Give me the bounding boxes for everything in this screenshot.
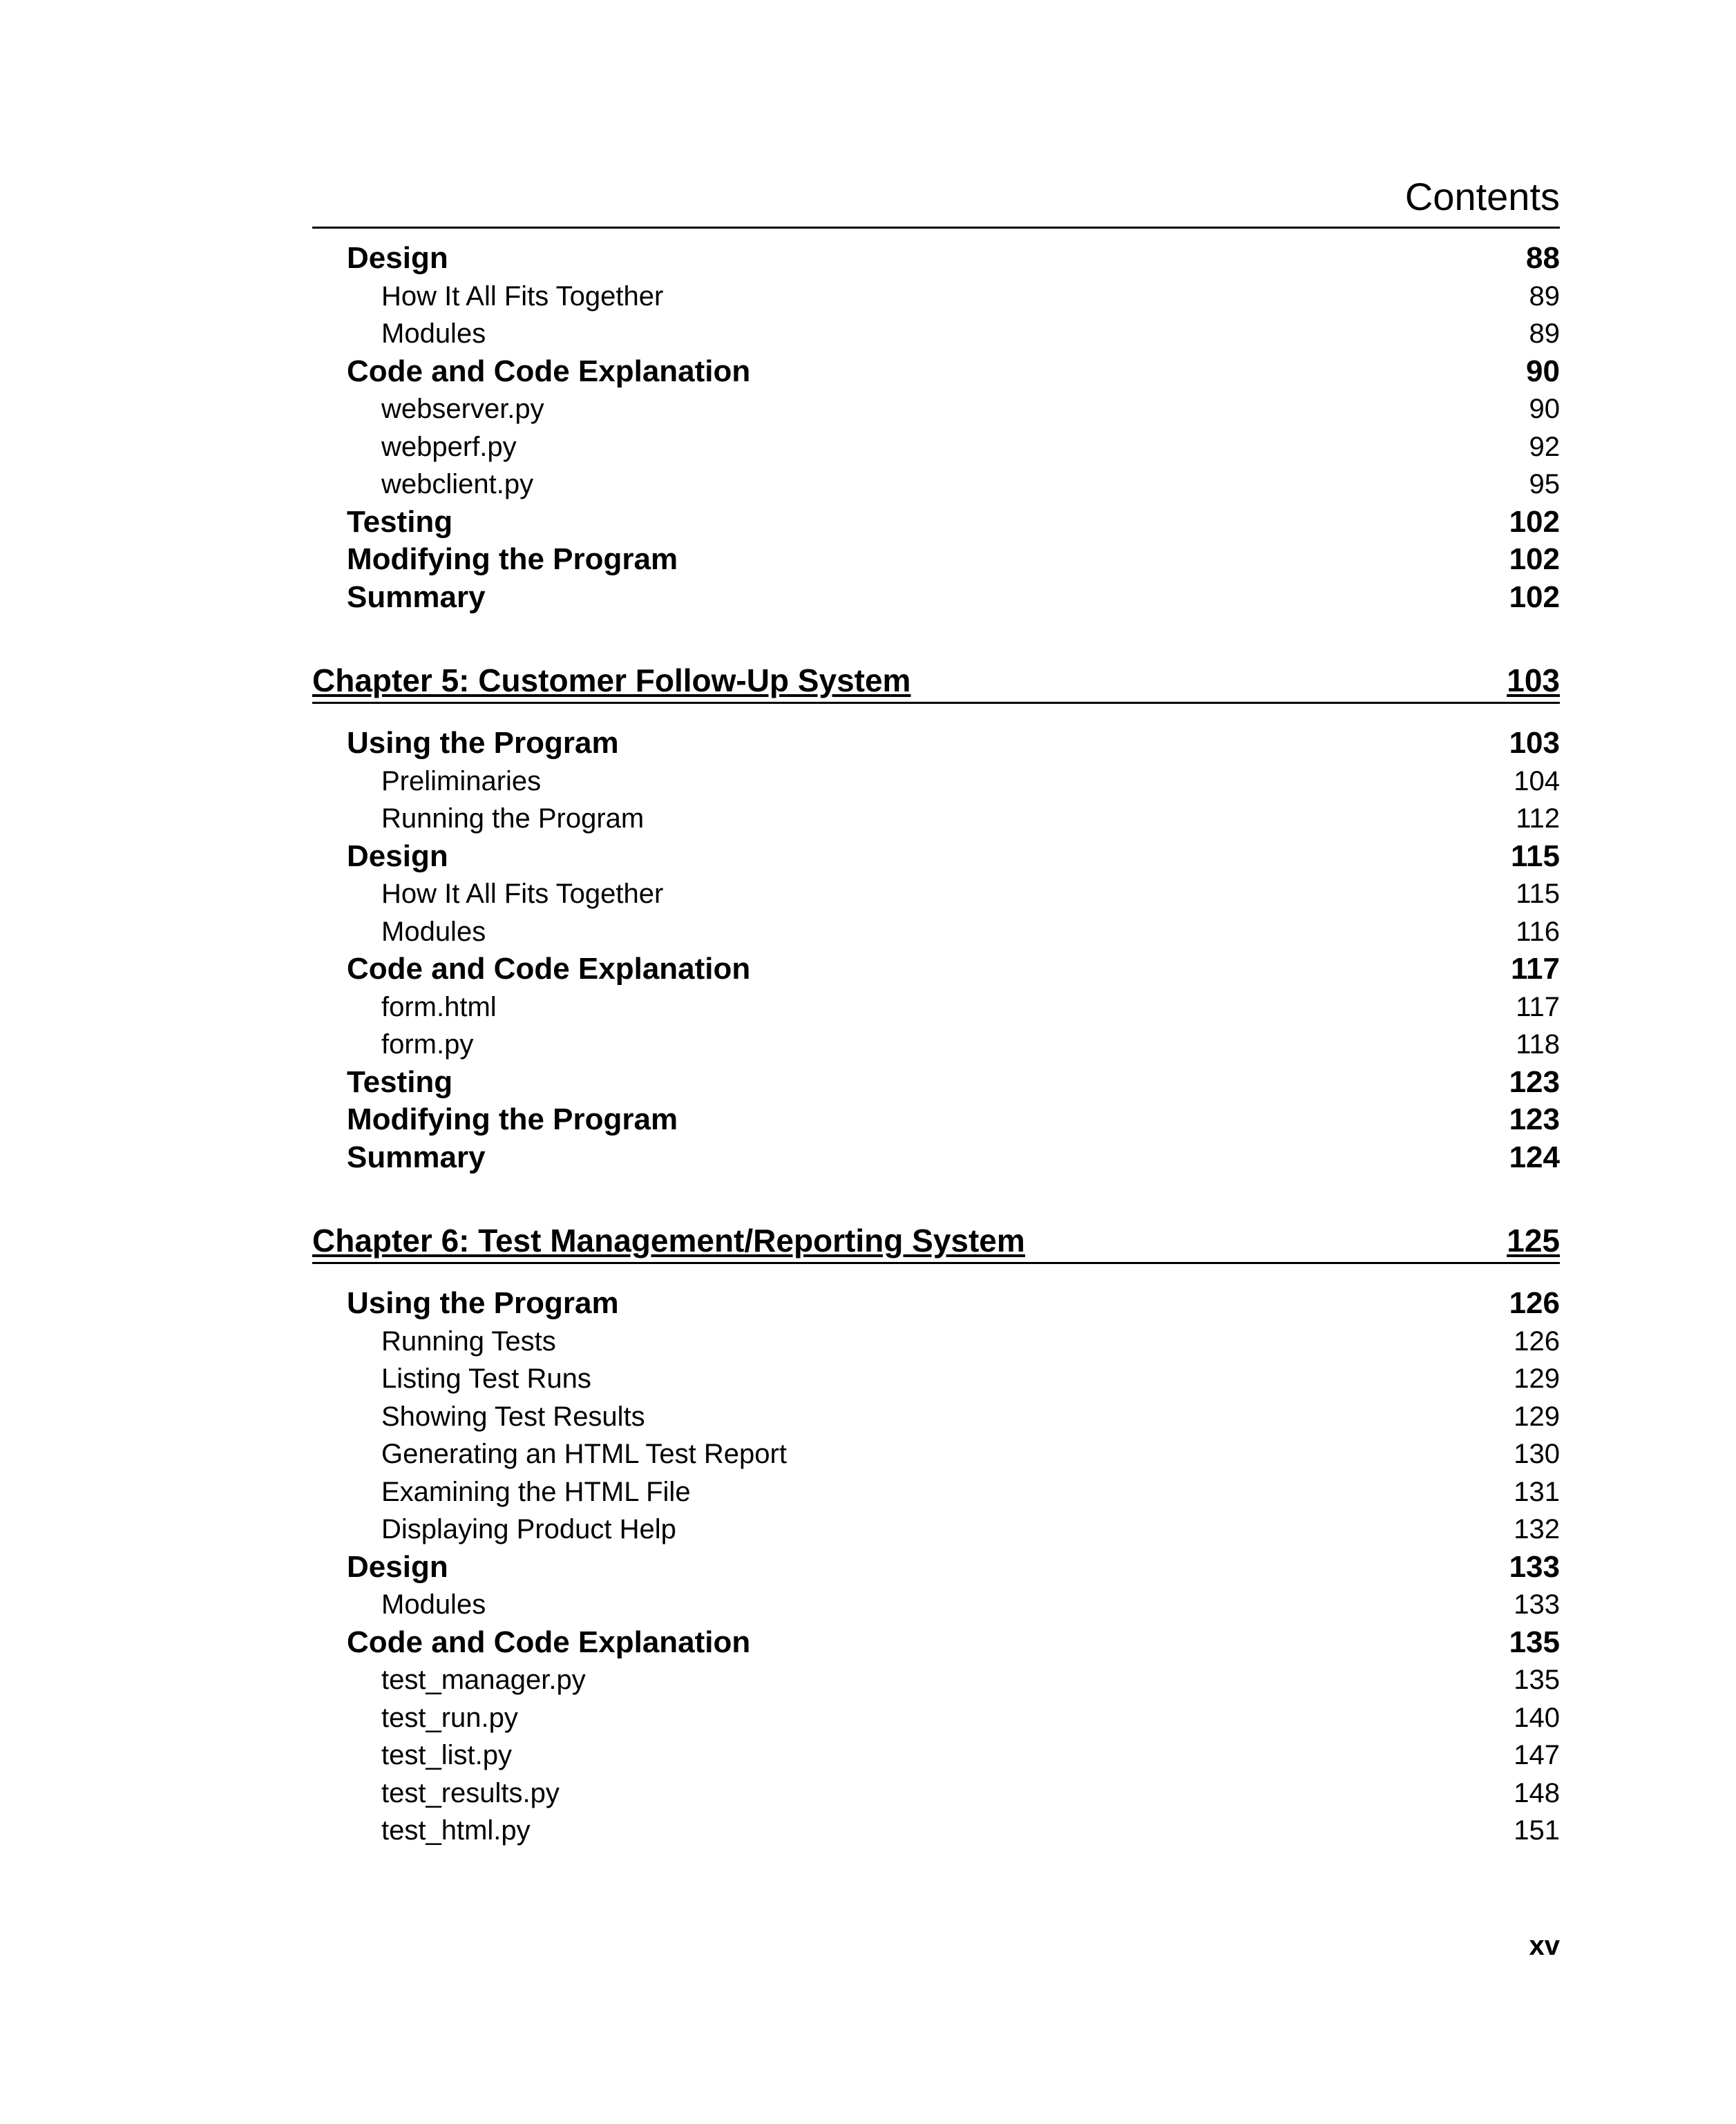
running-head: Contents <box>312 173 1560 229</box>
toc-entry-page-number: 102 <box>1509 504 1560 539</box>
toc-subsection-entry <box>312 466 1560 504</box>
toc-entry-title: Showing Test Results <box>381 1401 645 1432</box>
toc-entry-title: Chapter 6: Test Management/Reporting System <box>312 1223 1025 1259</box>
toc-entry-page-number: 103 <box>1507 662 1560 698</box>
toc-entry-title: Design <box>347 241 448 275</box>
toc-entry-page-number: 135 <box>1509 1625 1560 1659</box>
toc-entry-page-number: 103 <box>1509 726 1560 760</box>
toc-entry-page-number: 124 <box>1509 1140 1560 1174</box>
toc-entry-title: test_list.py <box>381 1740 512 1770</box>
toc-subsection-entry <box>312 1774 1560 1812</box>
toc-section-entry <box>312 504 1560 542</box>
toc-entry-title: Using the Program <box>347 1286 619 1320</box>
toc-entry-title: Using the Program <box>347 726 619 760</box>
toc-entry-title: Code and Code Explanation <box>347 1625 751 1659</box>
toc-entry-page-number: 102 <box>1509 580 1560 614</box>
toc-entry-title: Design <box>347 1549 448 1584</box>
toc-entry-title: Testing <box>347 504 453 539</box>
toc-subsection-entry <box>312 1026 1560 1064</box>
toc-subsection-entry <box>312 1699 1560 1737</box>
toc-chapter-entry <box>312 1219 1560 1264</box>
toc-entry-page-number: 117 <box>1511 952 1560 986</box>
toc-entry-title: Testing <box>347 1064 453 1099</box>
toc-entry-page-number: 131 <box>1514 1476 1560 1507</box>
toc-section-entry <box>312 1549 1560 1587</box>
toc-entry-page-number: 130 <box>1514 1439 1560 1469</box>
toc-entry-title: Summary <box>347 580 486 614</box>
toc-subsection-entry <box>312 1812 1560 1850</box>
toc-entry-title: Listing Test Runs <box>381 1364 591 1394</box>
toc-entry-page-number: 133 <box>1514 1589 1560 1620</box>
toc-entry-page-number: 95 <box>1529 469 1560 499</box>
toc-section-entry <box>312 725 1560 763</box>
toc-entry-title: Code and Code Explanation <box>347 354 751 388</box>
toc-subsection-entry <box>312 1435 1560 1473</box>
toc-section-entry <box>312 950 1560 988</box>
toc-section-entry <box>312 838 1560 876</box>
toc-section-entry <box>312 1064 1560 1102</box>
toc-subsection-entry <box>312 913 1560 951</box>
toc-page <box>312 173 1560 1961</box>
toc-entry-title: Chapter 5: Customer Follow-Up System <box>312 662 911 698</box>
toc-entry-page-number: 116 <box>1516 916 1560 947</box>
toc-entry-page-number: 126 <box>1509 1286 1560 1320</box>
toc-subsection-entry <box>312 1473 1560 1511</box>
toc-subsection-entry <box>312 428 1560 466</box>
table-of-contents <box>312 240 1560 1850</box>
toc-subsection-entry <box>312 278 1560 316</box>
toc-subsection-entry <box>312 1323 1560 1361</box>
toc-subsection-entry <box>312 1736 1560 1774</box>
toc-entry-page-number: 123 <box>1509 1102 1560 1136</box>
toc-entry-page-number: 148 <box>1514 1777 1560 1808</box>
toc-entry-page-number: 126 <box>1514 1326 1560 1357</box>
toc-subsection-entry <box>312 1586 1560 1624</box>
toc-entry-title: Modules <box>381 1589 486 1620</box>
toc-section-entry <box>312 1101 1560 1139</box>
toc-entry-page-number: 135 <box>1514 1665 1560 1695</box>
toc-entry-page-number: 115 <box>1511 839 1560 873</box>
toc-entry-page-number: 88 <box>1526 241 1560 275</box>
toc-entry-page-number: 117 <box>1516 991 1560 1022</box>
toc-entry-title: form.html <box>381 991 497 1022</box>
toc-subsection-entry <box>312 315 1560 353</box>
toc-entry-title: test_manager.py <box>381 1665 586 1695</box>
toc-entry-title: webperf.py <box>381 431 517 462</box>
toc-entry-title: test_results.py <box>381 1777 560 1808</box>
toc-entry-title: How It All Fits Together <box>381 280 664 312</box>
toc-entry-title: Running Tests <box>381 1326 556 1357</box>
toc-entry-page-number: 133 <box>1509 1549 1560 1584</box>
toc-entry-page-number: 89 <box>1529 318 1560 349</box>
toc-subsection-entry <box>312 1398 1560 1436</box>
toc-section-entry <box>312 541 1560 579</box>
toc-subsection-entry <box>312 875 1560 913</box>
toc-section-entry <box>312 579 1560 617</box>
toc-subsection-entry <box>312 1360 1560 1398</box>
toc-subsection-entry <box>312 800 1560 838</box>
toc-entry-page-number: 104 <box>1514 765 1560 796</box>
toc-entry-title: Modifying the Program <box>347 1102 678 1136</box>
toc-entry-title: Displaying Product Help <box>381 1514 676 1544</box>
toc-entry-title: webserver.py <box>381 394 544 424</box>
toc-entry-page-number: 115 <box>1516 879 1560 909</box>
toc-entry-title: Examining the HTML File <box>381 1476 691 1507</box>
toc-entry-title: webclient.py <box>381 469 534 499</box>
toc-entry-title: How It All Fits Together <box>381 879 664 909</box>
toc-subsection-entry <box>312 390 1560 428</box>
toc-subsection-entry <box>312 1511 1560 1549</box>
toc-entry-page-number: 89 <box>1529 280 1560 312</box>
toc-entry-title: Modules <box>381 916 486 947</box>
toc-section-entry <box>312 353 1560 391</box>
toc-entry-title: test_html.py <box>381 1815 531 1846</box>
toc-entry-page-number: 118 <box>1516 1029 1560 1060</box>
toc-section-entry <box>312 1285 1560 1323</box>
toc-entry-page-number: 140 <box>1514 1702 1560 1733</box>
toc-section-entry <box>312 240 1560 278</box>
toc-entry-page-number: 151 <box>1514 1815 1560 1846</box>
toc-section-entry <box>312 1139 1560 1177</box>
toc-entry-page-number: 92 <box>1529 431 1560 462</box>
toc-entry-page-number: 147 <box>1514 1740 1560 1770</box>
toc-entry-page-number: 129 <box>1514 1364 1560 1394</box>
toc-entry-title: Running the Program <box>381 803 645 834</box>
toc-entry-page-number: 90 <box>1529 394 1560 424</box>
toc-entry-title: Summary <box>347 1140 486 1174</box>
toc-entry-page-number: 90 <box>1526 354 1560 388</box>
toc-entry-title: Modifying the Program <box>347 542 678 576</box>
toc-subsection-entry <box>312 763 1560 801</box>
toc-entry-page-number: 125 <box>1507 1223 1560 1259</box>
toc-entry-title: Preliminaries <box>381 765 542 796</box>
toc-entry-title: Generating an HTML Test Report <box>381 1439 787 1469</box>
toc-subsection-entry <box>312 1661 1560 1699</box>
page-folio: xv <box>1529 1931 1560 1961</box>
toc-entry-title: Modules <box>381 318 486 349</box>
toc-entry-page-number: 132 <box>1514 1514 1560 1544</box>
toc-section-entry <box>312 1624 1560 1662</box>
toc-entry-title: form.py <box>381 1029 474 1060</box>
toc-entry-page-number: 112 <box>1516 803 1560 834</box>
toc-entry-page-number: 123 <box>1509 1064 1560 1099</box>
toc-chapter-entry <box>312 659 1560 704</box>
toc-entry-title: Design <box>347 839 448 873</box>
toc-entry-page-number: 129 <box>1514 1401 1560 1432</box>
toc-entry-title: Code and Code Explanation <box>347 952 751 986</box>
toc-entry-title: test_run.py <box>381 1702 518 1733</box>
toc-entry-page-number: 102 <box>1509 542 1560 576</box>
toc-subsection-entry <box>312 988 1560 1026</box>
